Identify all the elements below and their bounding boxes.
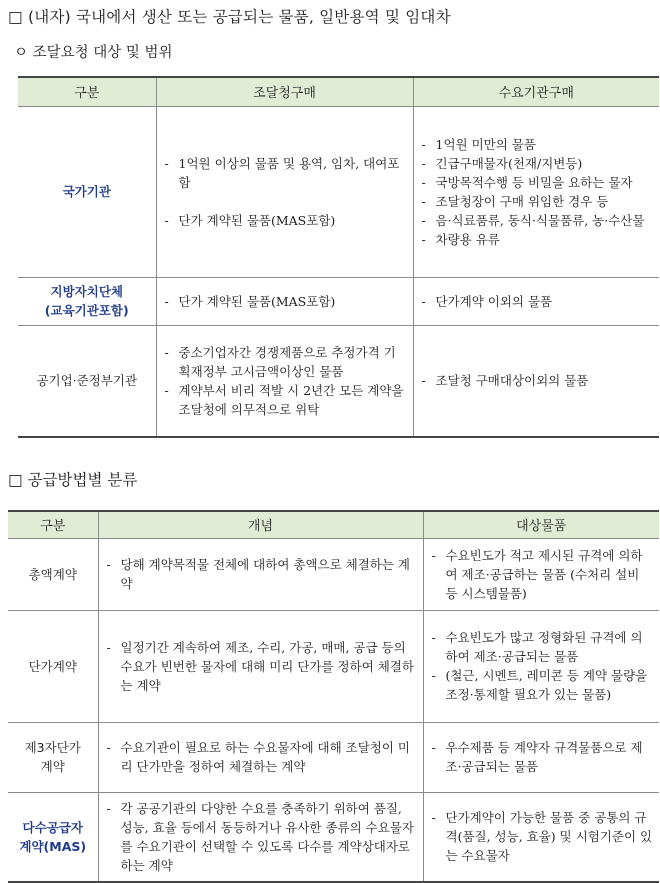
column-header-category: 구분 <box>8 511 98 538</box>
agency-cell <box>413 277 659 325</box>
section-title-domestic: □ (내자) 국내에서 생산 또는 공급되는 물품, 일반용역 및 임대차 <box>8 8 451 26</box>
table-row <box>8 722 659 792</box>
agency-cell <box>413 325 659 437</box>
target-cell <box>423 792 659 882</box>
table-row <box>8 792 659 882</box>
pps-cell <box>156 106 413 277</box>
row-category: 단가계약 <box>8 610 98 722</box>
row-category: 총액계약 <box>8 538 98 610</box>
list-item: - 수요빈도가 많고 정형화된 규격에 의하여 제조·공급되는 물품 <box>431 630 643 664</box>
list-item: - 단가 계약된 물품(MAS포함) <box>164 293 336 309</box>
column-header-category: 구분 <box>18 77 156 106</box>
target-cell <box>423 722 659 792</box>
list-item: - 음·식료품류, 동식·식물품류, 농·수산물 <box>421 212 645 228</box>
list-item: - 1억원 미만의 물품 <box>421 136 536 152</box>
pps-cell <box>156 277 413 325</box>
row-category: 지방자치단체 (교육기관포함) <box>18 277 156 325</box>
list-item: - 조달청 구매대상이외의 물품 <box>421 373 589 389</box>
list-item: - 단가계약이 가능한 물품 중 공통의 규격(품질, 성능, 효율) 및 시험기준이 있는 수요물자 <box>431 810 653 864</box>
list-item: - 긴급구매물자(천재/지변등) <box>421 155 583 171</box>
table-row <box>8 538 659 610</box>
row-category: 공기업·준정부기관 <box>18 325 156 437</box>
list-item: - 단가 계약된 물품(MAS포함) <box>164 212 336 228</box>
list-item: - 단가계약 이외의 물품 <box>421 293 553 309</box>
table-header-row <box>18 77 659 106</box>
agency-cell <box>413 106 659 277</box>
concept-cell <box>98 610 423 722</box>
row-category: 제3자단가 계약 <box>8 722 98 792</box>
list-item: - 당해 계약목적물 전체에 대하여 총액으로 체결하는 계약 <box>106 557 410 591</box>
concept-cell <box>98 722 423 792</box>
supply-method-table <box>8 510 659 883</box>
list-item: - (철근, 시멘트, 레미콘 등 계약 물량을 조정·통제할 필요가 있는 물품) <box>431 668 648 702</box>
pps-cell <box>156 325 413 437</box>
list-item: - 우수제품 등 계약자 규격물품으로 제조·공급되는 물품 <box>431 740 643 774</box>
procurement-scope-table <box>18 76 659 438</box>
target-cell <box>423 610 659 722</box>
row-category: 국가기관 <box>18 106 156 277</box>
list-item: - 일정기간 계속하여 제조, 수리, 가공, 매매, 공급 등의 수요가 빈번한 물자에 대해 미리 단가를 정하여 체결하는 계약 <box>106 639 414 693</box>
table-row <box>18 277 659 325</box>
table-row <box>8 610 659 722</box>
list-item: - 수요기관이 필요로 하는 수요물자에 대해 조달청이 미리 단가만을 정하여 체결하는 계약 <box>106 740 410 774</box>
concept-cell <box>98 792 423 882</box>
list-item: - 1억원 이상의 물품 및 용역, 임차, 대여포함 <box>164 155 400 190</box>
column-header-target: 대상물품 <box>423 511 659 538</box>
list-item: - 계약부서 비리 적발 시 2년간 모든 계약을 조달청에 의무적으로 위탁 <box>164 382 404 417</box>
column-header-concept: 개념 <box>98 511 423 538</box>
list-item: - 수요빈도가 적고 제시된 규격에 의하여 제조·공급하는 물품 (수처리 설비 등 시스템물품) <box>431 547 643 601</box>
table-row <box>18 325 659 437</box>
list-item: - 중소기업자간 경쟁제품으로 추정가격 기획재정부 고시금액이상인 물품 <box>164 344 396 379</box>
section-title-supply-method: □ 공급방법별 분류 <box>8 471 138 489</box>
column-header-pps: 조달청구매 <box>156 77 413 106</box>
row-category: 다수공급자 계약(MAS) <box>8 792 98 882</box>
list-item: - 조달청장이 구매 위임한 경우 등 <box>421 193 609 209</box>
column-header-agency: 수요기관구매 <box>413 77 659 106</box>
target-cell <box>423 538 659 610</box>
list-item: - 차량용 유류 <box>421 231 500 247</box>
concept-cell <box>98 538 423 610</box>
list-item: - 각 공공기관의 다양한 수요를 충족하기 위하여 품질, 성능, 효율 등에서 동등하거나 유사한 종류의 수요물자를 수요기관이 선택할 수 있도록 다수를 계약상대자로 하는 계약 <box>106 800 414 873</box>
table-row <box>18 106 659 277</box>
subsection-title-scope: ㅇ 조달요청 대상 및 범위 <box>14 45 173 61</box>
list-item: - 국방목적수행 등 비밀을 요하는 물자 <box>421 174 633 190</box>
table-header-row <box>8 511 659 538</box>
